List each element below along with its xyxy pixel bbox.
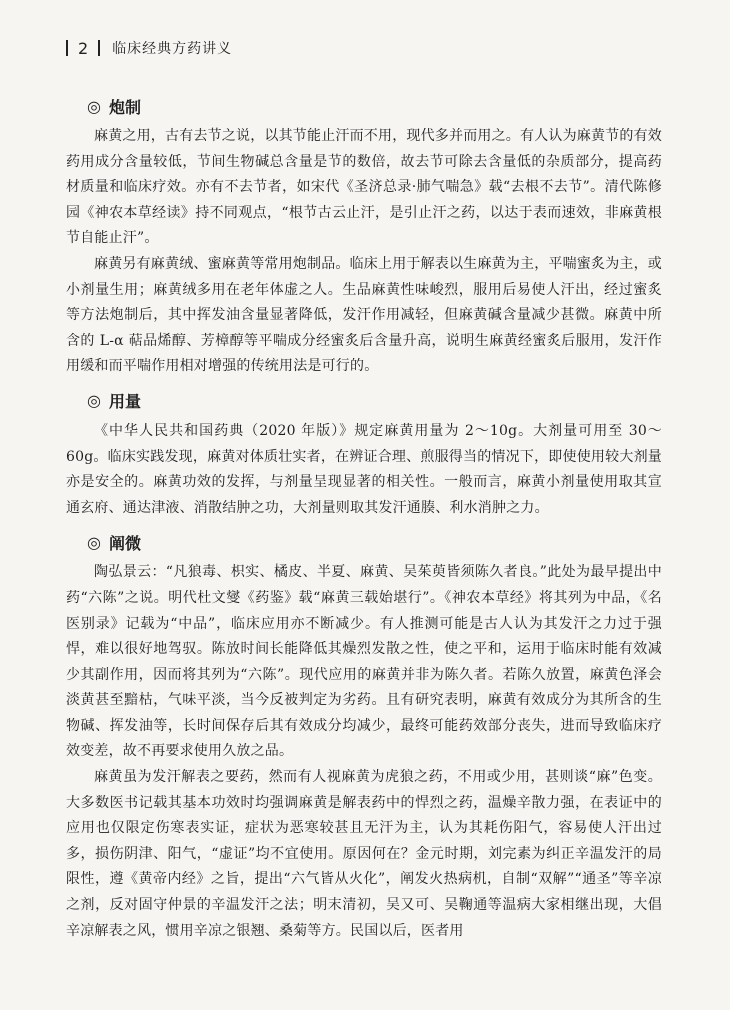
section-heading [87,95,662,117]
circle-bullet-icon: ◎ [87,532,101,552]
section-heading [87,390,662,412]
page-body [66,92,662,954]
circle-bullet-icon: ◎ [87,96,101,116]
paragraph: 陶弘景云：“凡狼毒、枳实、橘皮、半夏、麻黄、吴茱萸皆须陈久者良。”此处为最早提出中药“六陈”之说。明代杜文燮《药鉴》载“麻黄三载始堪行”。《神农本草经》将其列为中品，《名医别录》记载为“中品”，临床应用亦不断减少。有人推测可能是古人认为其发汗之力过于强悍，难以很好地驾驭。陈放时间长能降低其燥烈发散之性，使之平和，运用于临床时能有效减少其副作用，因而将其列为“六陈”。现代应用的麻黄并非为陈久者。若陈久放置，麻黄色泽会淡黄甚至黯枯，气味平淡，当今反被判定为劣药。且有研究表明，麻黄有效成分为其所含的生物碱、挥发油等，长时间保存后其有效成分均减少，最终可能药效部分丧失，进而导致临床疗效变差，故不再要求使用久放之品。 [66,564,662,760]
section-title: 阐微 [108,533,141,553]
header-divider [66,40,68,56]
paragraph: 《中华人民共和国药典（2020 年版）》规定麻黄用量为 2～10g。大剂量可用至 30～60g。临床实践发现，麻黄对体质壮实者，在辨证合理、煎服得当的情况下，即使使用较大剂量亦是安全的。麻黄功效的发挥，与剂量呈现显著的相关性。一般而言，麻黄小剂量使用取其宣通玄府、通达津液、消散结肿之功，大剂量则取其发汗通腠、利水消肿之力。 [66,422,662,516]
paragraph: 麻黄虽为发汗解表之要药，然而有人视麻黄为虎狼之药，不用或少用，甚则谈“麻”色变。大多数医书记载其基本功效时均强调麻黄是解表药中的悍烈之药，温燥辛散力强，在表证中的应用也仅限定伤寒表实证，症状为恶寒较甚且无汗为主，认为其耗伤阳气，容易使人汗出过多，损伤阴津、阳气，“虚证”均不宜使用。原因何在？金元时期，刘完素为纠正辛温发汗的局限性，遵《黄帝内经》之旨，提出“六气皆从火化”，阐发火热病机，自制“双解”“通圣”等辛凉之剂，反对固守仲景的辛温发汗之法；明末清初，吴又可、吴鞠通等温病大家相继出现，大倡辛凉解表之风，惯用辛凉之银翘、桑菊等方。民国以后，医者用 [66,769,662,939]
running-header [66,38,232,58]
book-title: 临床经典方药讲义 [112,41,233,57]
section-yongliang [66,390,662,521]
section-heading [87,531,662,553]
section-chanwei [66,531,662,944]
page-number: 2 [78,38,89,58]
circle-bullet-icon: ◎ [87,391,101,411]
section-title: 炮制 [108,97,141,117]
section-title: 用量 [108,392,141,412]
section-paozhi [66,95,662,380]
header-divider [98,40,100,56]
paragraph: 麻黄之用，古有去节之说，以其节能止汗而不用，现代多并而用之。有人认为麻黄节的有效药用成分含量较低，节间生物碱总含量是节的数倍，故去节可除去含量低的杂质部分，提高药材质量和临床疗效。亦有不去节者，如宋代《圣济总录·肺气喘急》载“去根不去节”。清代陈修园《神农本草经读》持不同观点，“根节古云止汗，是引止汗之药，以达于表而速效，非麻黄根节自能止汗”。 [66,128,662,247]
paragraph: 麻黄另有麻黄绒、蜜麻黄等常用炮制品。临床上用于解表以生麻黄为主，平喘蜜炙为主，或小剂量生用；麻黄绒多用在老年体虚之人。生品麻黄性味峻烈，服用后易使人汗出，经过蜜炙等方法炮制后，其中挥发油含量显著降低，发汗作用减轻，但麻黄碱含量减少甚微。麻黄中所含的 L-α 萜品烯醇、芳樟醇等平喘成分经蜜炙后含量升高，说明生麻黄经蜜炙后服用，发汗作用缓和而平喘作用相对增强的传统用法是可行的。 [66,255,662,375]
